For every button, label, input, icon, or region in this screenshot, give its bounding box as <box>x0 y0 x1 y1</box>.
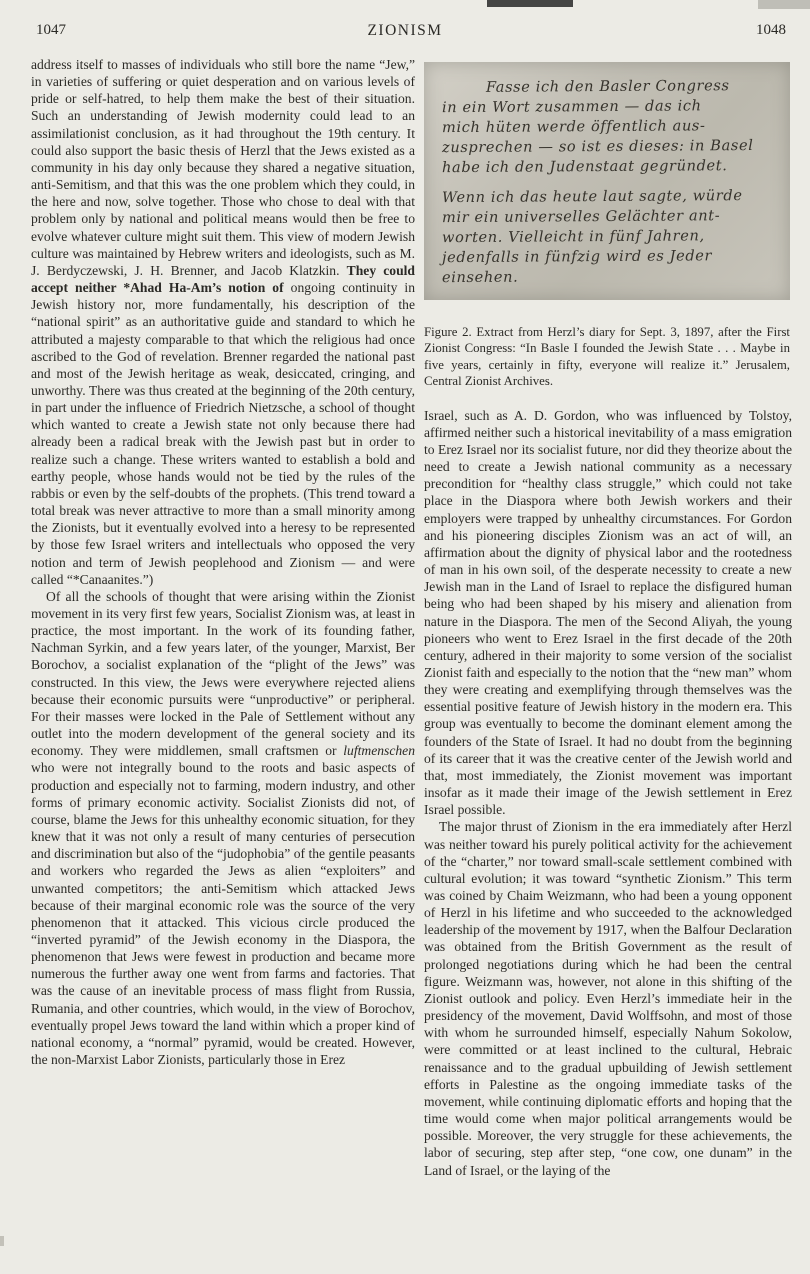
right-text-column <box>424 62 792 1179</box>
handwriting-line: worten. Vielleicht in fünf Jahren, <box>441 227 705 247</box>
paragraph: address itself to masses of individuals who still bore the name “Jew,” in varieties of suffering or quiet desperation and on various levels of pride or self-hatred, to help them make the best of their situation. Such an understanding of Jewish modernity could lead to an assimilationist conclusion, as it had throughout the 19th century. It could also support the basic thesis of Herzl that the Jews existed as a community in his day only because they shared a negative situation, anti-Semitism, and that this was the one problem which they could, in the here and now, solve together. Those who chose to deal with that problem only by national and political means would then be free to evolve whatever culture might suit them. This view of modern Jewish culture was maintained by Hebrew writers and ideologists, such as M. J. Berdyczewski, J. H. Brenner, and Jacob Klatzkin. They could accept neither *Ahad Ha-Am’s notion of ongoing continuity in Jewish history nor, more fundamentally, his description of the “national spirit” as an authoritative guide and standard to which he attributed a majesty comparable to that which the religious had once ascribed to the God of revelation. Brenner regarded the national past and most of the Jewish heritage as weak, desiccated, cringing, and unworthy. There was thus created at the beginning of the 20th century, in part under the influence of Friedrich Nietzsche, a school of thought which wanted to create a Jewish state not only because there had already been a radical break with the Jewish past but in order to realize such a change. These writers wanted to establish a bold and earthy people, whose hands would not be tied by the rules of the rabbis or even by the self-doubts of the prophets. (This trend toward a total break was never attractive to more than a small minority among the Zionists, but it eventually evolved into a heresy to be represented by those few Israel writers and intellectuals who opposed the very notion and term of Jewish peoplehood and Zionism — and were called “*Canaanites.”) <box>31 57 415 587</box>
handwriting-line: habe ich den Judenstaat gegründet. <box>441 157 728 177</box>
paragraph: The major thrust of Zionism in the era immediately after Herzl was neither toward his purely political activity for the achievement of the “charter,” nor toward small-scale settlement combined with cultural evolution; it was toward “synthetic Zionism.” This term was coined by Chaim Weizmann, who had been a young opponent of Herzl in his lifetime and who succeeded to the acknowledged leadership of the movement by 1917, when the Balfour Declaration was obtained from the British Government as the result of prolonged negotiations during which he had been the central figure. Weizmann was, however, not alone in this shifting of the Zionist outlook and policy. Even Herzl’s immediate heir in the presidency of the movement, David Wolffsohn, and most of those with whom he surrounded himself, especially Nahum Sokolow, were committed or at least inclined to the cultural, Hebraic renaissance and to the gradual upbuilding of Jewish settlement efforts in Palestine as the ongoing immediate tasks of the movement, while continuing diplomatic efforts and hoping that the time would come when major political arrangements would be possible. Moreover, the very struggle for these achievements, the labor of securing, step after step, “one cow, one dunam” in the Land of Israel, or the laying of the <box>424 819 792 1178</box>
right-page-number: 1048 <box>756 22 786 38</box>
page-header <box>0 22 810 42</box>
scan-artifact <box>487 0 573 7</box>
scan-artifact <box>0 1236 4 1246</box>
handwriting-line: Fasse ich den Basler Congress <box>485 77 730 96</box>
page-title: ZIONISM <box>367 22 443 39</box>
handwriting-line: mich hüten werde öffentlich aus- <box>441 117 706 137</box>
handwriting-line: zusprechen — so ist es dieses: in Basel <box>441 136 754 157</box>
handwriting-line: jedenfalls in fünfzig wird es Jeder <box>441 247 713 267</box>
left-page-number: 1047 <box>36 22 66 38</box>
paragraph: Of all the schools of thought that were arising within the Zionist movement in its very first few years, Socialist Zionism was, at least in practice, the most important. In the work of its founding father, Nachman Syrkin, and a few years later, of the younger, Marxist, Ber Borochov, a socialist explanation of the “plight of the Jews” was constructed. In this view, the Jews were everywhere rejected aliens because their economic pursuits were “unproductive” or peripheral. For their masses were locked in the Pale of Settlement without any outlet into the modern development of the general society and its economy. They were middlemen, small craftsmen or luftmenschen who were not integrally bound to the roots and basic aspects of production and especially not to farming, modern industry, and other forms of primary economic activity. Socialist Zionists did not, of course, blame the Jews for this unhealthy economic situation, for they knew that it was not only a result of many centuries of persecution and discrimination but also of the “judophobia” of the gentile peasants and workers who regarded the Jews as alien “exploiters” and unwanted competitors; the anti-Semitism which attacked Jews because of their marginal economic role was the source of the very phenomenon that it attacked. This vicious circle produced the “inverted pyramid” of the Jewish economy in the Diaspora, the phenomenon that Jews were fewest in production and became more numerous the further away one went from farms and factories. That was the cause of an inevitable process of mass flight from Russia, Rumania, and other countries, which would, in the view of Borochov, eventually propel Jews toward the land within which a proper kind of national economy, a “normal” pyramid, would be created. However, the non-Marxist Labor Zionists, particularly those in Erez <box>31 588 415 1068</box>
handwriting-line: einsehen. <box>441 268 519 287</box>
handwriting-line: in ein Wort zusammen — das ich <box>441 97 702 117</box>
herzl-diary-figure <box>424 62 790 300</box>
handwriting-line: mir ein universelles Gelächter ant- <box>441 207 721 227</box>
figure-caption: Figure 2. Extract from Herzl’s diary for Sept. 3, 1897, after the First Zionist Congress: “In Basle I founded the Jewish State . . . Maybe in five years, certainly in fifty, everyone will realize it.” Jerusalem, Central Zionist Archives. <box>424 325 790 389</box>
scan-artifact <box>758 0 810 9</box>
handwriting-line: Wenn ich das heute laut sagte, würde <box>441 187 743 207</box>
paragraph: Israel, such as A. D. Gordon, who was influenced by Tolstoy, affirmed neither such a historical inevitability of a mass emigration to Erez Israel nor its socialist future, nor did they theorize about the need to create a Jewish national community as a necessary precondition for “healthy class struggle,” which could not take place in the Diaspora where both Jewish workers and their employers were trapped by unhealthy circumstances. For Gordon and his pioneering disciples Zionism was an act of will, an affirmation about the dignity of physical labor and the rootedness of man in his own soil, of the desperate necessity to create a new Jewish man in the Land of Israel to replace the disfigured human being who had been shaped by his misery and alienation from nature in the Diaspora. The men of the Second Aliyah, the young pioneers who went to Erez Israel in the first decade of the 20th century, adhered in their majority to some version of the socialist Zionist faith and especially to the notion that the “new man” whom they were creating and exemplifying through themselves was the essential positive feature of Jewish history in the modern era. This group was eventually to become the dominant element among the founders of the State of Israel. It had no doubt from the beginning of its career that it was the creative center of the Jewish world and that, most immediately, the Zionist movement was important insofar as it made their image of the Jewish settlement in Erez Israel possible. <box>424 407 792 818</box>
left-text-column <box>31 56 415 1068</box>
right-column-body <box>424 407 792 1179</box>
